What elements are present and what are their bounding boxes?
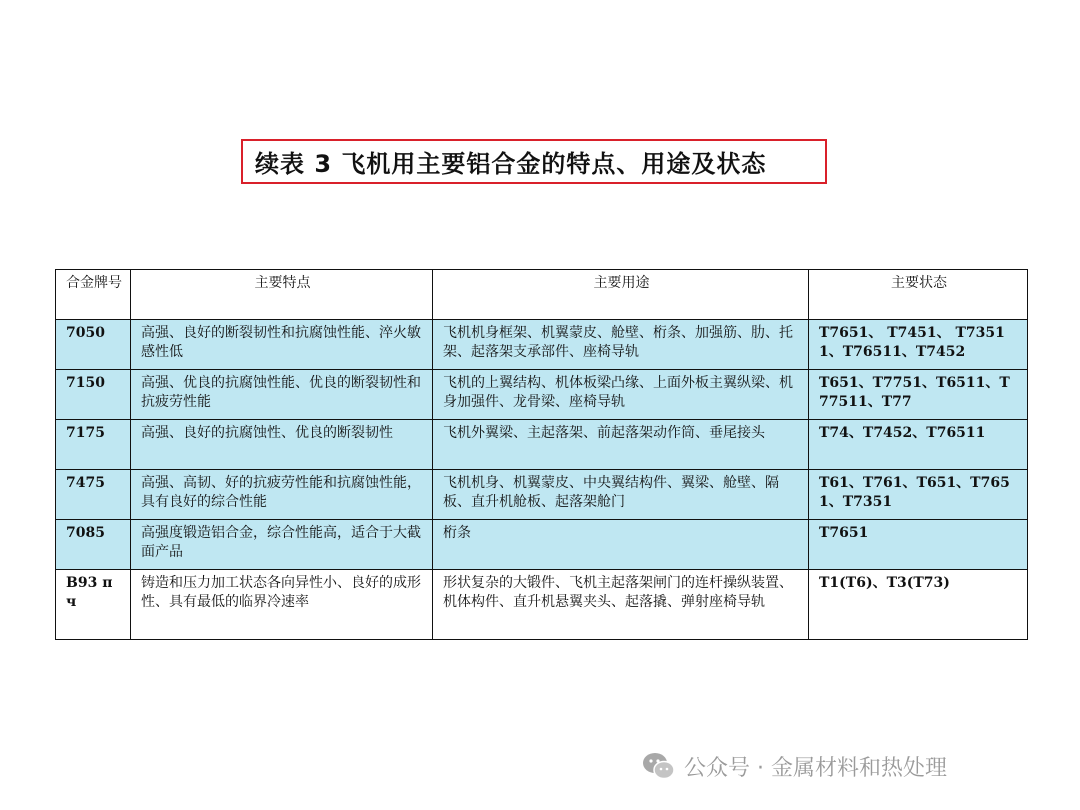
header-features: 主要特点: [131, 270, 433, 320]
alloy-table: [55, 269, 1028, 640]
table-row: [56, 520, 1028, 570]
cell-status: T651、T7751、T6511、T77511、T77: [809, 370, 1028, 420]
cell-status: T61、T761、T651、T7651、T7351: [809, 470, 1028, 520]
table-row: [56, 420, 1028, 470]
cell-grade: 7050: [56, 320, 131, 370]
cell-grade: 7150: [56, 370, 131, 420]
cell-uses: 飞机外翼梁、主起落架、前起落架动作筒、垂尾接头: [433, 420, 809, 470]
cell-uses: 飞机机身框架、机翼蒙皮、舱壁、桁条、加强筋、肋、托架、起落架支承部件、座椅导轨: [433, 320, 809, 370]
cell-uses: 形状复杂的大锻件、飞机主起落架闸门的连杆操纵装置、机体构件、直升机悬翼夹头、起落撬、弹射座椅导轨: [433, 570, 809, 640]
header-grade: 合金牌号: [56, 270, 131, 320]
cell-features: 铸造和压力加工状态各向异性小、良好的成形性、具有最低的临界冷速率: [131, 570, 433, 640]
cell-grade: B93 пч: [56, 570, 131, 640]
cell-uses: 飞机的上翼结构、机体板梁凸缘、上面外板主翼纵梁、机身加强件、龙骨梁、座椅导轨: [433, 370, 809, 420]
cell-status: T7651: [809, 520, 1028, 570]
table-row: [56, 320, 1028, 370]
cell-features: 高强度锻造铝合金，综合性能高，适合于大截面产品: [131, 520, 433, 570]
table-header-row: [56, 270, 1028, 320]
cell-status: T1(T6)、T3(T73): [809, 570, 1028, 640]
cell-grade: 7475: [56, 470, 131, 520]
header-status: 主要状态: [809, 270, 1028, 320]
table-row: [56, 470, 1028, 520]
table-row: [56, 370, 1028, 420]
cell-features: 高强、优良的抗腐蚀性能、优良的断裂韧性和抗疲劳性能: [131, 370, 433, 420]
table-row: [56, 570, 1028, 640]
cell-grade: 7085: [56, 520, 131, 570]
header-uses: 主要用途: [433, 270, 809, 320]
watermark: [642, 748, 947, 784]
watermark-text: 公众号 · 金属材料和热处理: [684, 755, 947, 781]
cell-uses: 飞机机身、机翼蒙皮、中央翼结构件、翼梁、舱壁、隔板、直升机舱板、起落架舱门: [433, 470, 809, 520]
cell-features: 高强、良好的断裂韧性和抗腐蚀性能、淬火敏感性低: [131, 320, 433, 370]
cell-grade: 7175: [56, 420, 131, 470]
cell-uses: 桁条: [433, 520, 809, 570]
cell-features: 高强、高韧、好的抗疲劳性能和抗腐蚀性能，具有良好的综合性能: [131, 470, 433, 520]
cell-features: 高强、良好的抗腐蚀性、优良的断裂韧性: [131, 420, 433, 470]
cell-status: T74、T7452、T76511: [809, 420, 1028, 470]
wechat-logo-icon: [642, 751, 676, 781]
cell-status: T7651、 T7451、 T73511、T76511、T7452: [809, 320, 1028, 370]
table-title: 续表 3 飞机用主要铝合金的特点、用途及状态: [241, 139, 827, 184]
